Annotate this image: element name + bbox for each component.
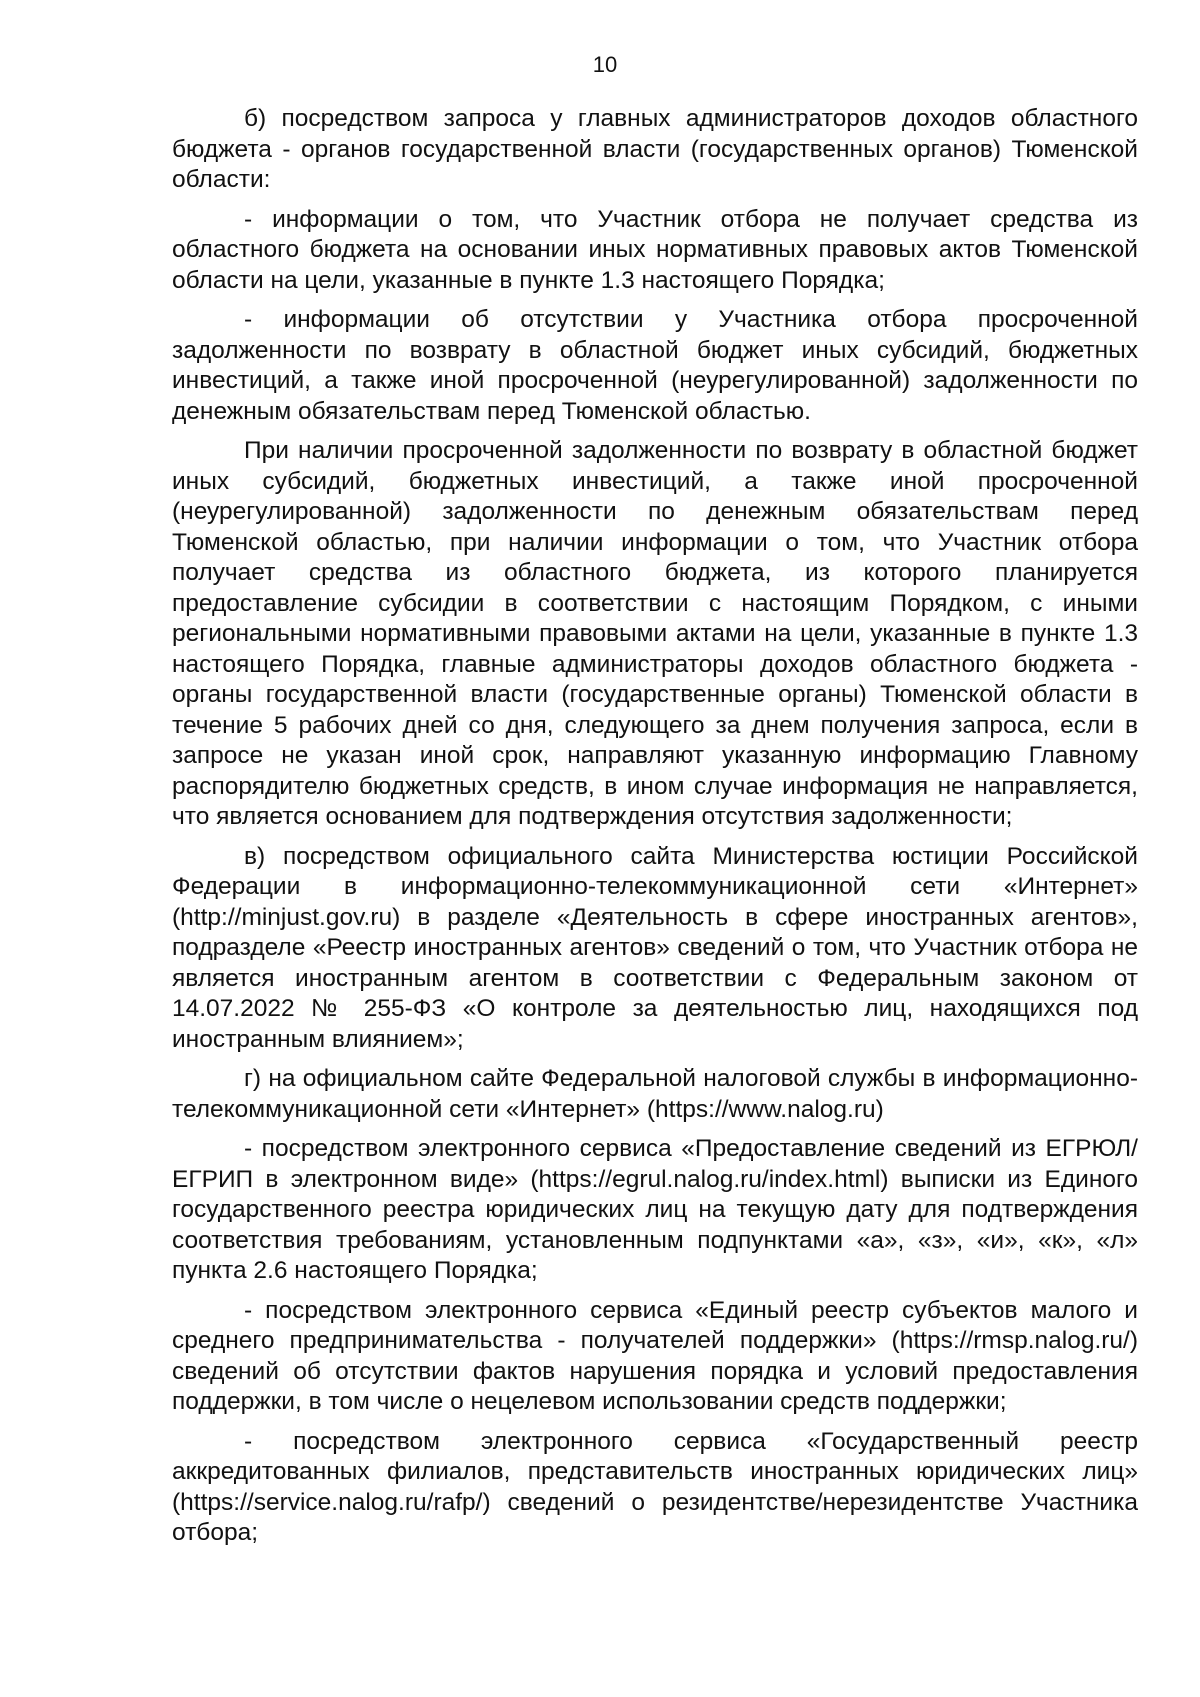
- paragraph-egrul-service: - посредством электронного сервиса «Предоставление сведений из ЕГРЮЛ/ЕГРИП в электронном виде» (https://egrul.nalog.ru/index.html) выписки из Единого государственного реестра юридических лиц на текущую дату для подтверждения соответствия требованиям, установленным подпунктами «а», «з», «и», «к», «л» пункта 2.6 настоящего Порядка;: [172, 1135, 1138, 1284]
- paragraph-rmsp-service: - посредством электронного сервиса «Единый реестр субъектов малого и среднего предпринимательства - получателей поддержки» (https://rmsp.nalog.ru/) сведений об отсутствии фактов нарушения порядка и условий предоставления поддержки, в том числе о нецелевом использовании средств поддержки;: [172, 1296, 1138, 1415]
- paragraph-rafp-service: - посредством электронного сервиса «Государственный реестр аккредитованных филиалов, представительств иностранных юридических лиц» (https://service.nalog.ru/rafp/) сведений о резидентстве/нерезидентстве Участника отбора;: [172, 1427, 1138, 1546]
- paragraph-g-nalog: г) на официальном сайте Федеральной налоговой службы в информационно-телекоммуникационной сети «Интернет» (https://www.nalog.ru): [172, 1065, 1138, 1123]
- paragraph-no-funds-info: - информации о том, что Участник отбора не получает средства из областного бюджета на основании иных нормативных правовых актов Тюменской области на цели, указанные в пункте 1.3 настоящего Порядка;: [172, 205, 1138, 294]
- paragraph-debt-procedure: При наличии просроченной задолженности по возврату в областной бюджет иных субсидий, бюджетных инвестиций, а также иной просроченной (неурегулированной) задолженности по денежным обязательствам перед Тюменской областью, при наличии информации о том, что Участник отбора получает средства из областного бюджета, из которого планируется предоставление субсидии в соответствии с настоящим Порядком, с иными региональными нормативными правовыми актами на цели, указанные в пункте 1.3 настоящего Порядка, главные администраторы доходов областного бюджета - органы государственной власти (государственные органы) Тюменской области в течение 5 рабочих дней со дня, следующего за днем получения запроса, если в запросе не указан иной срок, направляют указанную информацию Главному распорядителю бюджетных средств, в ином случае информация не направляется, что является основанием для подтверждения отсутствия задолженности;: [172, 437, 1138, 830]
- paragraph-b-request: б) посредством запроса у главных администраторов доходов областного бюджета - органов государственной власти (государственных органов) Тюменской области:: [172, 105, 1138, 193]
- page-number: 10: [592, 52, 618, 77]
- document-body: [172, 104, 1138, 1558]
- paragraph-v-minjust: в) посредством официального сайта Министерства юстиции Российской Федерации в информационно-телекоммуникационной сети «Интернет» (http://minjust.gov.ru) в разделе «Деятельность в сфере иностранных агентов», подразделе «Реестр иностранных агентов» сведений о том, что Участник отбора не является иностранным агентом в соответствии с Федеральным законом от 14.07.2022 № 255-ФЗ «О контроле за деятельностью лиц, находящихся под иностранным влиянием»;: [172, 842, 1138, 1053]
- paragraph-no-debt-info: - информации об отсутствии у Участника отбора просроченной задолженности по возврату в областной бюджет иных субсидий, бюджетных инвестиций, а также иной просроченной (неурегулированной) задолженности по денежным обязательствам перед Тюменской областью.: [172, 306, 1138, 425]
